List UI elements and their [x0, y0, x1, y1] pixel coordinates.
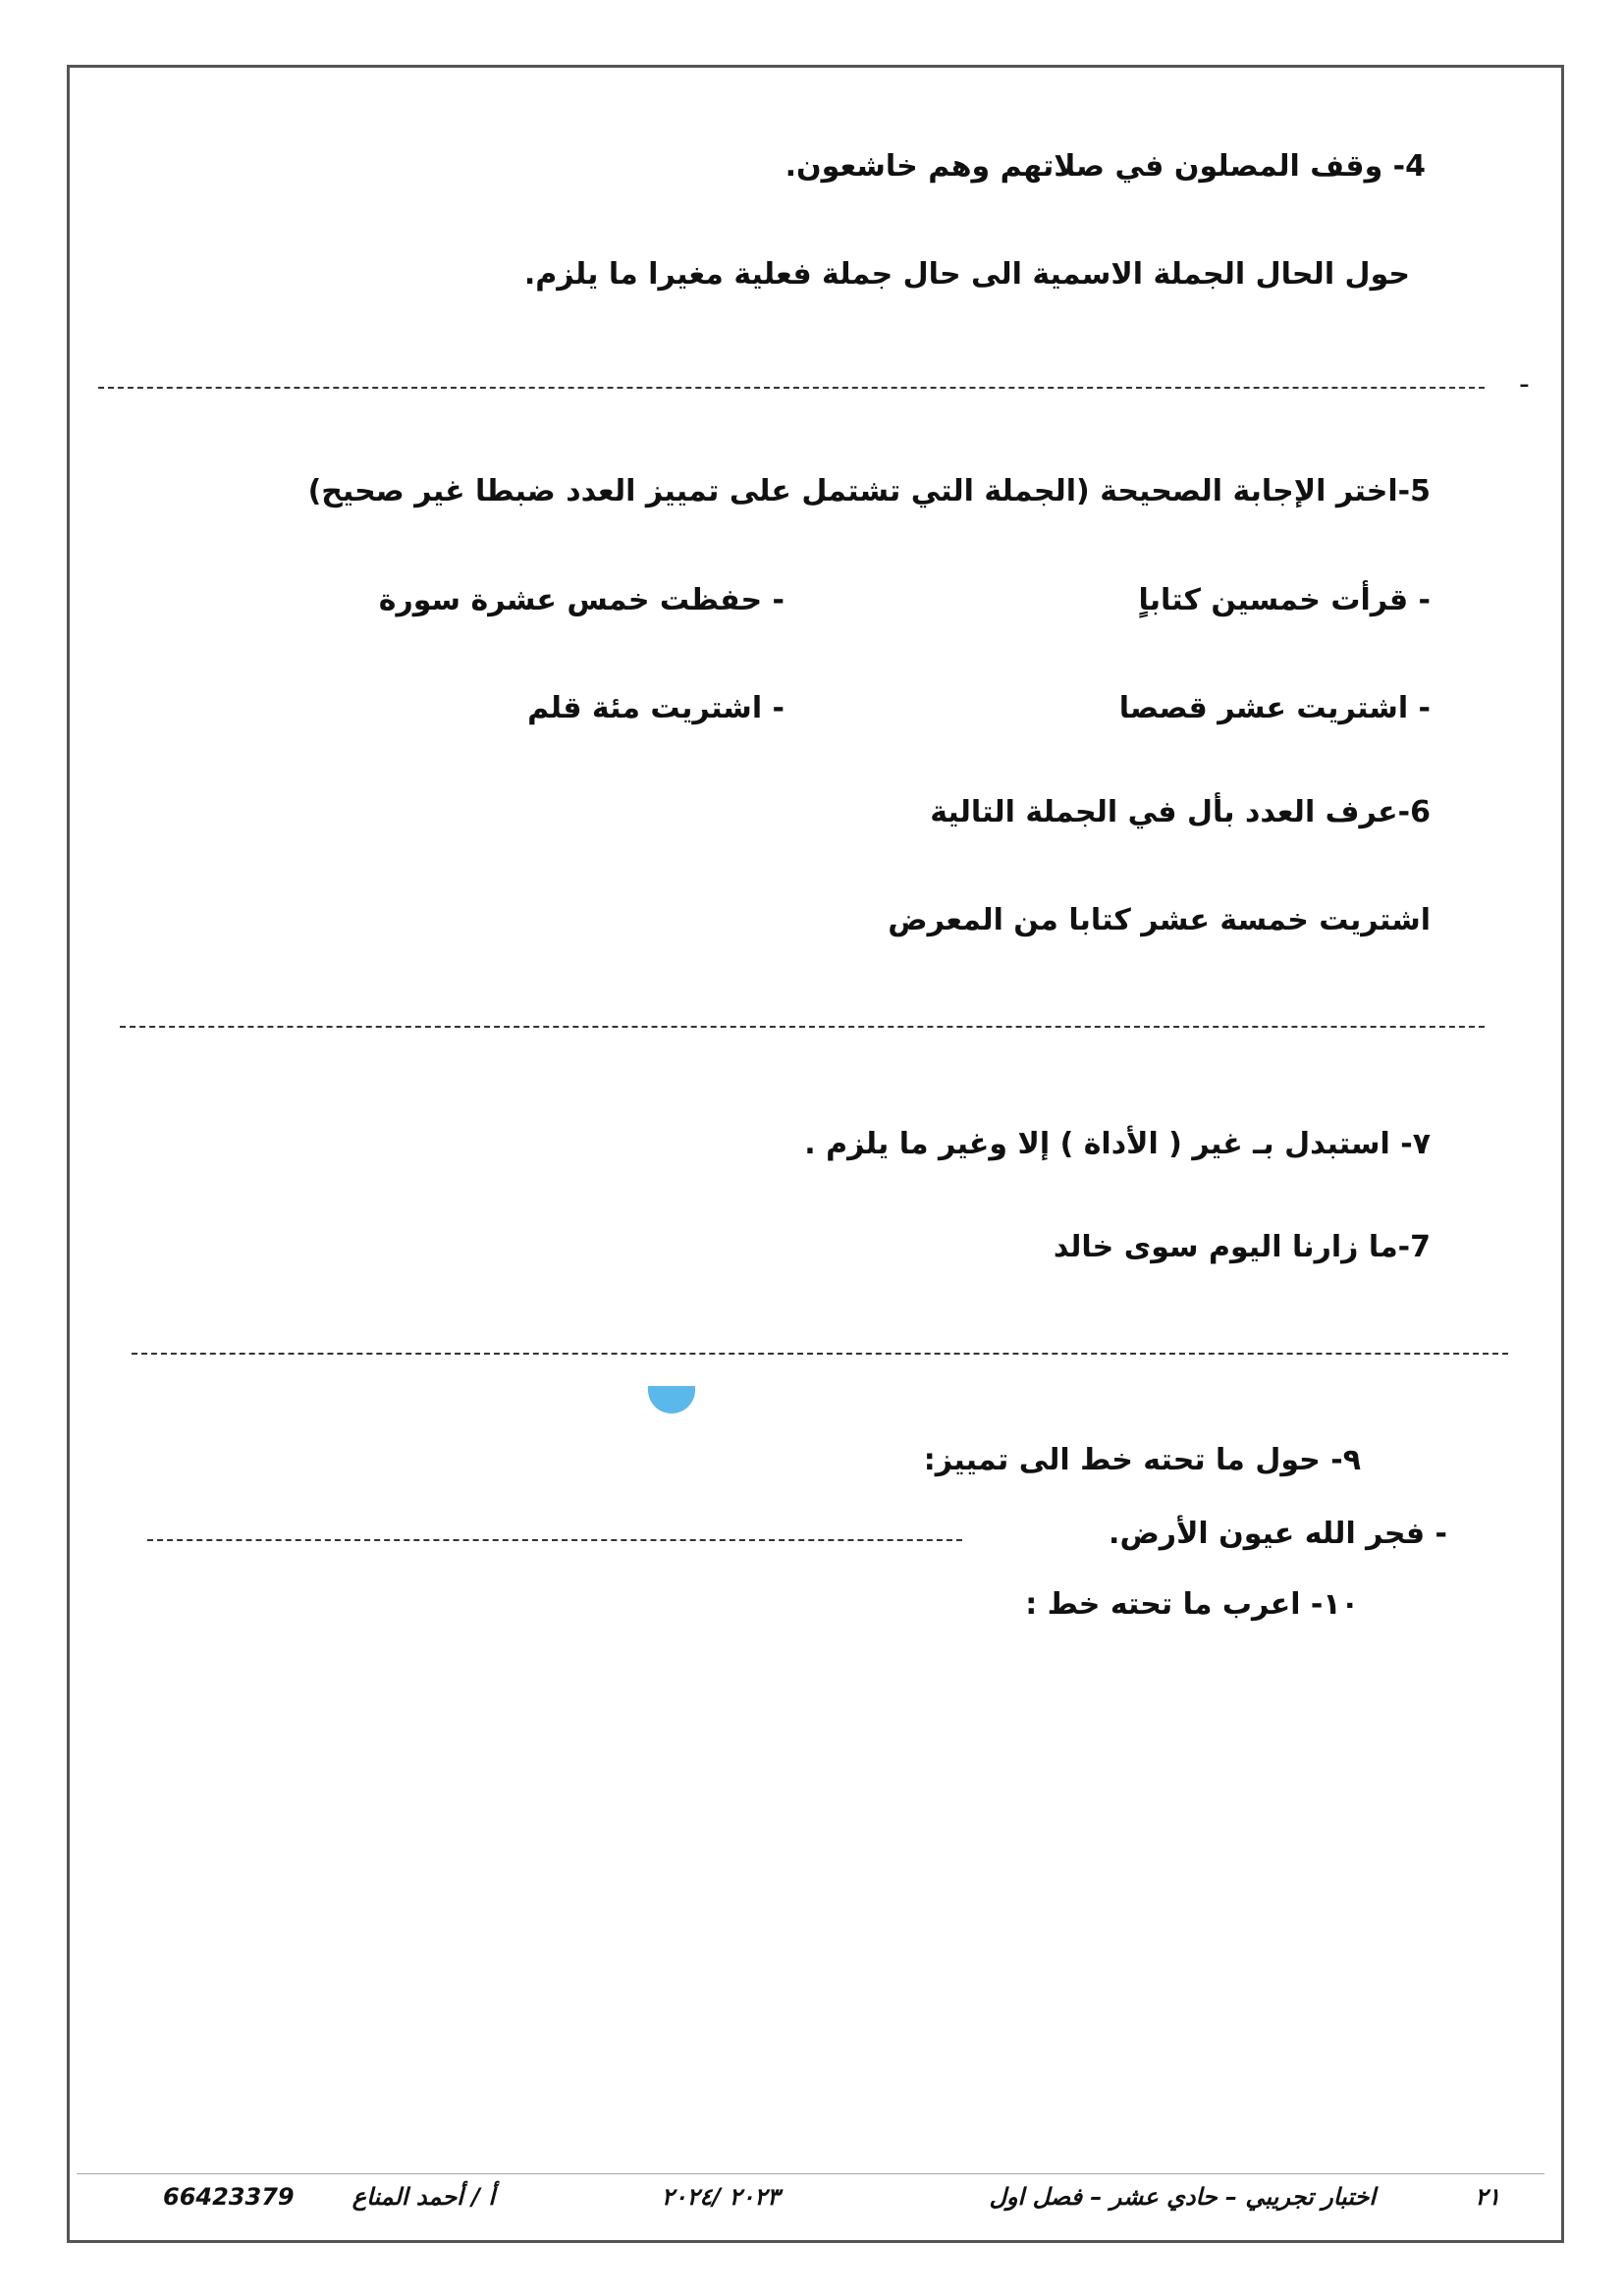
footer-year: ٢٠٢٣ /٢٠٢٤: [661, 2183, 780, 2211]
separator-3: [132, 1353, 1508, 1355]
q5-option-1: - قرأت خمسين كتاباٍ: [1138, 583, 1431, 617]
footer-exam-title: اختبار تجريبي – حادي عشر – فصل اول: [989, 2183, 1376, 2211]
separator-2: [120, 1026, 1485, 1028]
q5-option-4: - اشتريت مئة قلم: [527, 691, 785, 725]
q7-sentence: 7-ما زارنا اليوم سوى خالد: [1053, 1230, 1431, 1264]
footer-teacher: أ / أحمد المناع: [352, 2183, 495, 2211]
q10-title: ١٠- اعرب ما تحته خط :: [1025, 1587, 1359, 1622]
q6-sentence: اشتريت خمسة عشر كتابا من المعرض: [888, 903, 1431, 937]
separator-end-mark: -: [1519, 367, 1530, 401]
separator-1: [98, 387, 1485, 389]
q9-sentence: - فجر الله عيون الأرض.: [1109, 1517, 1447, 1551]
q6-title: 6-عرف العدد بأل في الجملة التالية: [930, 795, 1431, 829]
q4-instruction: حول الحال الجملة الاسمية الى حال جملة فعلية مغيرا ما يلزم.: [523, 257, 1410, 292]
q4-sentence: 4- وقف المصلون في صلاتهم وهم خاشعون.: [785, 149, 1426, 184]
footer-page-number: ٢١: [1475, 2183, 1500, 2211]
q5-option-2: - حفظت خمس عشرة سورة: [378, 583, 785, 617]
q9-title: ٩- حول ما تحته خط الى تمييز:: [923, 1443, 1361, 1477]
footer-phone: 66423379: [163, 2183, 295, 2211]
footer-rule: [77, 2173, 1544, 2174]
q7-instruction: ٧- استبدل بـ غير ( الأداة ) إلا وغير ما يلزم .: [804, 1127, 1431, 1161]
q5-title: 5-اختر الإجابة الصحيحة (الجملة التي تشتمل على تمييز العدد ضبطا غير صحيح): [307, 474, 1431, 508]
q9-answer-line: [147, 1539, 962, 1541]
q5-option-3: - اشتريت عشر قصصا: [1118, 691, 1431, 725]
